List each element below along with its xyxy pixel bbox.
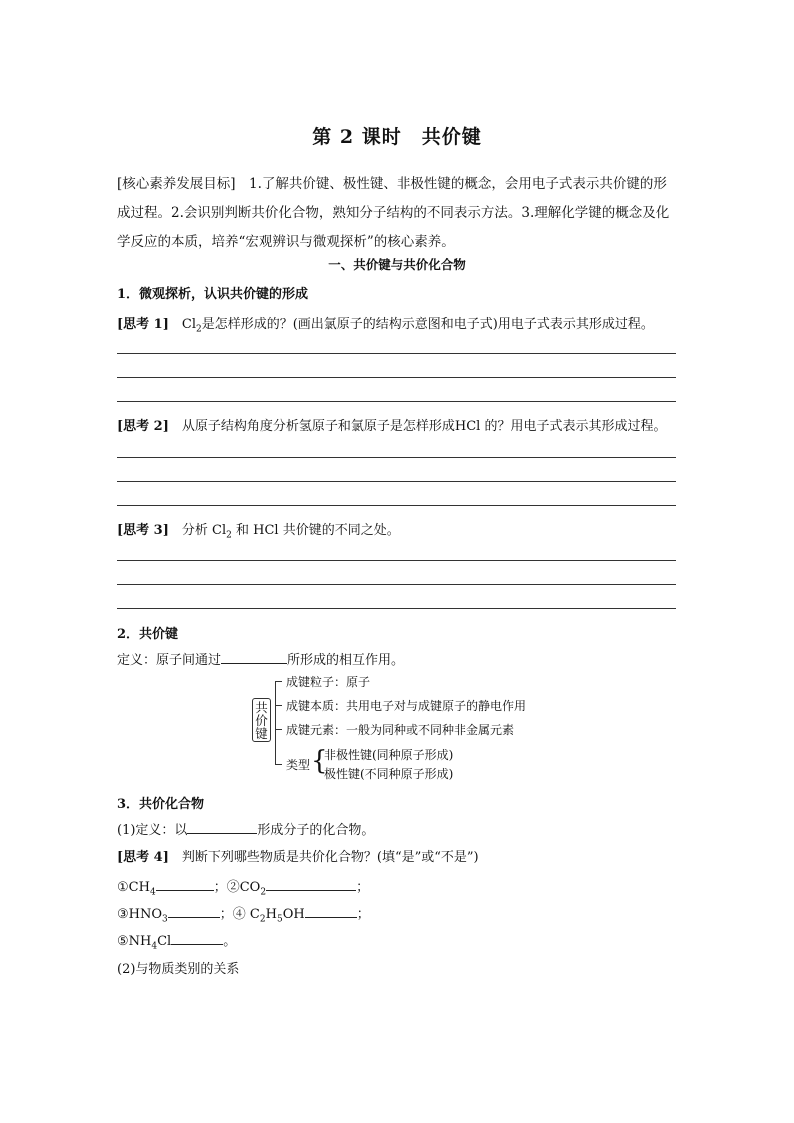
answer-line[interactable]: [117, 481, 676, 482]
definition-3: (1)定义：以 形成分子的化合物。: [117, 819, 374, 838]
bracket-tick: [275, 764, 282, 765]
item2-title: 2．共价键: [117, 627, 179, 642]
bond-elements: 成键元素：一般为同种或不同种非金属元素: [286, 723, 515, 737]
fill-blank[interactable]: [305, 904, 357, 918]
definition: 定义：原子间通过 所形成的相互作用。: [117, 649, 404, 668]
think1-label: [思考 1]: [117, 317, 169, 332]
bracket-tick: [275, 705, 282, 706]
answer-line[interactable]: [117, 560, 676, 561]
answer-line[interactable]: [117, 608, 676, 609]
think4-label: [思考 4]: [117, 850, 169, 865]
item1-title: 1．微观探析，认识共价键的形成: [117, 287, 309, 302]
fill-blank[interactable]: [266, 877, 356, 891]
covalent-bond-box: 共 价 键: [252, 698, 271, 742]
think-4: [思考 4] 判断下列哪些物质是共价化合物？(填“是”或“不是”): [117, 850, 479, 865]
think-1: [思考 1] $Cl_2$是怎样形成的？(画出氯原子的结构示意图和电子式)用电子式表示其形成过程。: [117, 317, 654, 335]
answer-line[interactable]: [117, 457, 676, 458]
fill-blank[interactable]: [187, 820, 257, 834]
curly-brace: {: [311, 746, 328, 776]
diagram-bracket: [275, 681, 282, 764]
bond-particle: 成键粒子：原子: [286, 675, 371, 689]
bracket-tick: [275, 729, 282, 730]
bond-type-label: 类型: [286, 758, 311, 772]
compound-row-1: $①CH_4$ ；$②CO_2$ ；: [117, 876, 369, 898]
think-2: [思考 2] 从原子结构角度分析氢原子和氯原子是怎样形成HCl 的？用电子式表示其形成过程。: [117, 419, 667, 434]
think2-label: [思考 2]: [117, 419, 169, 434]
compound-row-2: $③HNO_3$ ；④ $C_2H_5OH$ ；: [117, 903, 370, 925]
page-title: 第 2 课时 共价键: [312, 126, 482, 148]
fill-blank[interactable]: [168, 904, 220, 918]
bond-essence: 成键本质：共用电子对与成键原子的静电作用: [286, 699, 527, 713]
answer-line[interactable]: [117, 353, 676, 354]
item3-title: 3．共价化合物: [117, 797, 205, 812]
answer-line[interactable]: [117, 401, 676, 402]
think-3: [思考 3] 分析 $Cl_2$ 和 HCl 共价键的不同之处。: [117, 523, 400, 541]
fill-blank[interactable]: [221, 650, 287, 664]
answer-line[interactable]: [117, 505, 676, 506]
compound-row-3: $⑤NH_4Cl$ 。: [117, 930, 236, 952]
fill-blank[interactable]: [156, 877, 214, 891]
nonpolar-bond: 非极性键(同种原子形成): [324, 748, 454, 762]
goals-text: 1.了解共价键、极性键、非极性键的概念，会用电子式表示共价键的形成过程。2.会识别判断共价化合物，熟知分子结构的不同表示方法。3.理解化学键的概念及化学反应的本质，培养“宏观辨识与微观探析”的核心素养。: [117, 176, 670, 250]
fill-blank[interactable]: [171, 931, 223, 945]
section-heading: 一、共价键与共价化合物: [328, 257, 466, 272]
answer-line[interactable]: [117, 584, 676, 585]
relation-heading: (2)与物质类别的关系: [117, 962, 240, 977]
think3-label: [思考 3]: [117, 523, 169, 538]
polar-bond: 极性键(不同种原子形成): [324, 767, 454, 781]
bracket-tick: [275, 681, 282, 682]
answer-line[interactable]: [117, 377, 676, 378]
goals-label: [核心素养发展目标]: [117, 176, 236, 192]
core-goals: [117, 170, 680, 257]
